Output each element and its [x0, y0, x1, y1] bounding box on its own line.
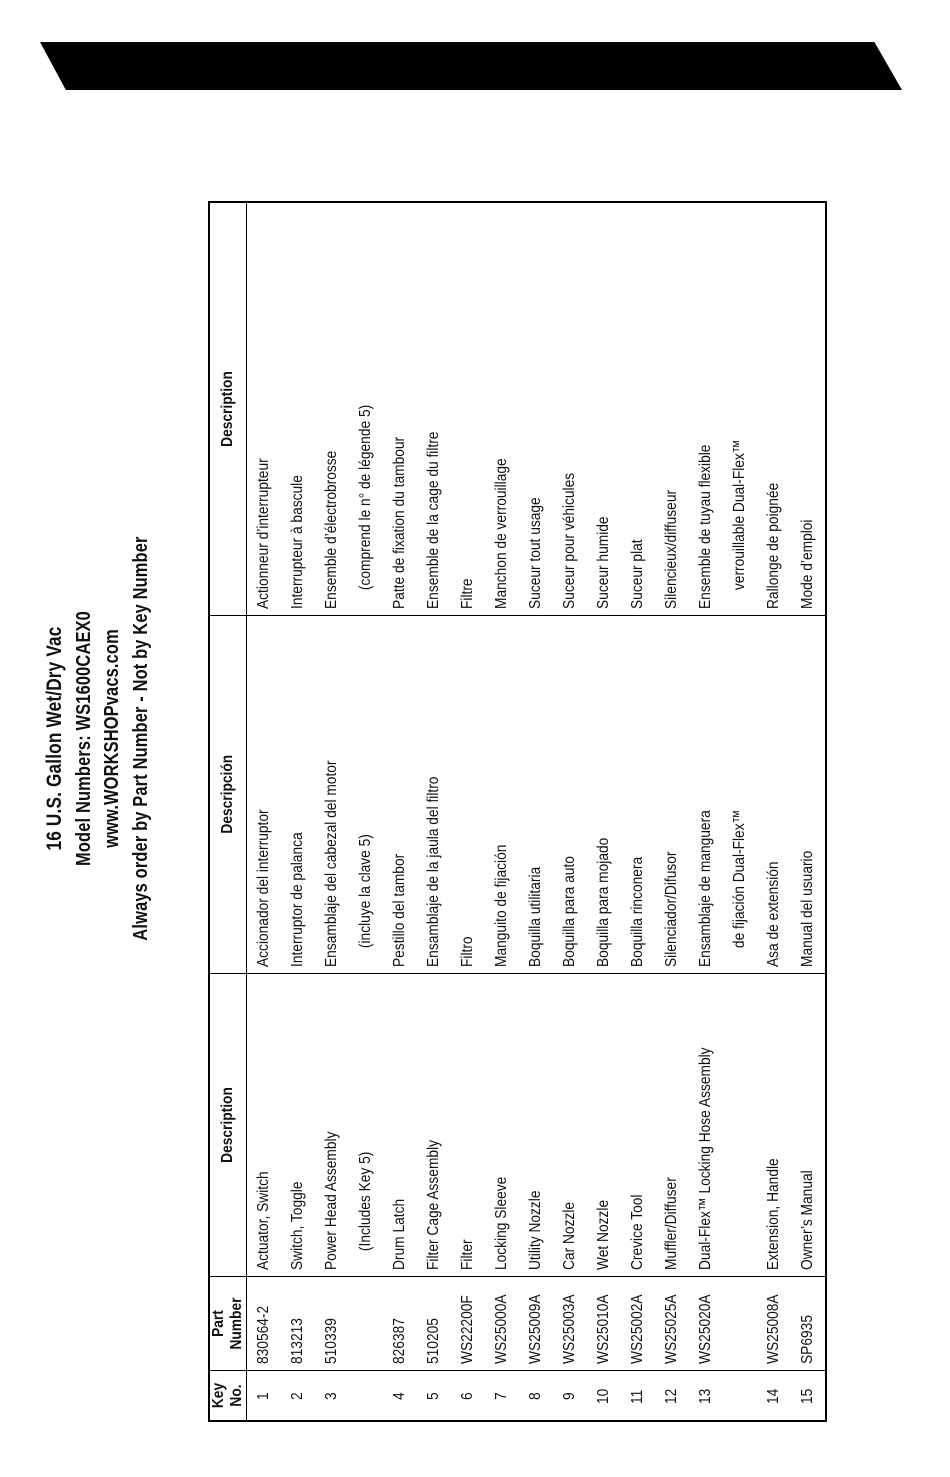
part-number-cell: WS25008A — [757, 1277, 791, 1371]
description-es-cell — [315, 616, 383, 974]
key-no-cell: 14 — [765, 1389, 782, 1405]
description-es-cell — [791, 616, 826, 974]
part-number-cell: 510205 — [417, 1277, 451, 1371]
description-es-cell — [621, 616, 655, 974]
description-en-cell-line: Filter Cage Assembly — [425, 1140, 442, 1271]
parts-table — [208, 201, 827, 1422]
part-number-cell: WS25002A — [621, 1277, 655, 1371]
description-es-cell-line: Manual del usuario — [799, 850, 816, 968]
description-fr-cell-line: Ensemble de tuyau flexible — [697, 444, 714, 610]
part-number-cell: WS25000A — [485, 1277, 519, 1371]
table-body — [247, 202, 827, 1421]
description-fr-cell — [757, 202, 791, 616]
description-fr-cell — [247, 202, 282, 616]
description-fr-cell — [791, 202, 826, 616]
description-en-cell-line: Utility Nozzle — [527, 1190, 544, 1271]
description-fr-cell — [383, 202, 417, 616]
description-en-cell — [519, 974, 553, 1277]
description-es-cell — [451, 616, 485, 974]
key-no-cell: 11 — [629, 1389, 646, 1404]
description-es-cell-line: Ensamblaje de manguera — [697, 810, 714, 968]
description-es-cell-line: Boquilla rinconera — [629, 856, 646, 968]
description-fr-cell-line: Suceur pour véhicules — [561, 472, 578, 610]
part-number-cell: 510339 — [315, 1277, 383, 1371]
part-number-cell: 813213 — [281, 1277, 315, 1371]
description-en-cell — [485, 974, 519, 1277]
part-number-cell: WS25025A — [655, 1277, 689, 1371]
table-row — [621, 202, 655, 1421]
description-en-cell — [281, 974, 315, 1277]
col-header-part-number: Part Number — [209, 1277, 247, 1371]
description-fr-cell — [519, 202, 553, 616]
description-en-cell-line: Drum Latch — [391, 1198, 408, 1271]
key-no-cell: 10 — [595, 1389, 612, 1405]
page-title: 16 U.S. Gallon Wet/Dry Vac — [43, 626, 66, 851]
description-es-cell — [417, 616, 451, 974]
description-en-cell — [791, 974, 826, 1277]
description-en-cell-line: Wet Nozzle — [595, 1199, 612, 1271]
description-es-cell — [281, 616, 315, 974]
description-es-cell — [587, 616, 621, 974]
description-es-cell-line: Pestillo del tambor — [391, 853, 408, 968]
description-fr-cell-line: verrouillable Dual-Flex™ — [731, 439, 748, 591]
description-fr-cell — [315, 202, 383, 616]
description-en-cell-line: Actuator, Switch — [255, 1171, 272, 1271]
table-row — [451, 202, 485, 1421]
description-fr-cell-line: Suceur humide — [595, 516, 612, 610]
part-number-cell: WS25010A — [587, 1277, 621, 1371]
col-header-description-fr: Description — [209, 202, 247, 616]
key-no-cell: 5 — [425, 1392, 442, 1400]
description-fr-cell-line: Mode d’emploi — [799, 519, 816, 610]
description-en-cell-line: Filter — [459, 1239, 476, 1271]
key-no-cell: 13 — [697, 1389, 714, 1405]
description-fr-cell — [689, 202, 757, 616]
model-numbers: Model Numbers: WS1600CAEX0 — [73, 611, 95, 866]
part-number-cell: WS22200F — [451, 1277, 485, 1371]
description-fr-cell — [485, 202, 519, 616]
description-fr-cell — [587, 202, 621, 616]
part-number-cell: WS25020A — [689, 1277, 757, 1371]
description-fr-cell-line: Silencieux/diffuseur — [663, 489, 680, 610]
key-no-cell: 4 — [391, 1392, 408, 1400]
part-number-cell: WS25009A — [519, 1277, 553, 1371]
table-row — [689, 202, 757, 1421]
key-no-cell: 6 — [459, 1392, 476, 1400]
description-fr-cell-line: Suceur plat — [629, 539, 646, 610]
description-fr-cell-line: Patte de fixation du tambour — [391, 436, 408, 610]
col-header-description-en: Description — [209, 974, 247, 1277]
description-fr-cell-line: Ensemble d’électrobrosse — [323, 450, 340, 610]
col-header-key-no: Key No. — [209, 1371, 247, 1422]
key-no-cell: 7 — [493, 1392, 510, 1400]
description-en-cell — [315, 974, 383, 1277]
description-en-cell-line: Owner’s Manual — [799, 1170, 816, 1271]
description-en-cell — [655, 974, 689, 1277]
key-no-cell: 2 — [289, 1392, 306, 1400]
table-row — [519, 202, 553, 1421]
description-en-cell-line: Dual-Flex™ Locking Hose Assembly — [697, 1047, 714, 1271]
description-fr-cell — [417, 202, 451, 616]
description-en-cell-line: Power Head Assembly — [323, 1131, 340, 1271]
description-es-cell-line: Filtro — [459, 936, 476, 968]
description-en-cell — [247, 974, 282, 1277]
description-fr-cell-line: Ensemble de la cage du filtre — [425, 431, 442, 610]
part-number-cell: WS25003A — [553, 1277, 587, 1371]
description-en-cell — [689, 974, 757, 1277]
description-fr-cell-line: (comprend le n° de légende 5) — [357, 404, 374, 591]
table-row — [485, 202, 519, 1421]
key-no-cell: 12 — [663, 1389, 680, 1405]
description-fr-cell — [621, 202, 655, 616]
table-row — [553, 202, 587, 1421]
description-es-cell-line: Ensamblaje del cabezal del motor — [323, 760, 340, 968]
description-en-cell — [553, 974, 587, 1277]
col-header-description-es: Descripción — [209, 616, 247, 974]
table-row — [587, 202, 621, 1421]
website-link: www.WORKSHOPvacs.com — [101, 629, 123, 848]
description-es-cell-line: Asa de extensión — [765, 861, 782, 968]
description-fr-cell — [553, 202, 587, 616]
description-en-cell-line: Locking Sleeve — [493, 1176, 510, 1271]
description-fr-cell — [281, 202, 315, 616]
description-en-cell — [757, 974, 791, 1277]
description-es-cell — [689, 616, 757, 974]
description-fr-cell-line: Actionneur d’interrupteur — [255, 458, 272, 610]
description-fr-cell-line: Interrupteur à bascule — [289, 475, 306, 610]
description-en-cell — [621, 974, 655, 1277]
key-no-cell: 1 — [255, 1392, 272, 1400]
key-no-cell: 3 — [323, 1392, 340, 1400]
description-es-cell — [519, 616, 553, 974]
table-row — [655, 202, 689, 1421]
description-es-cell-line: Ensamblaje de la jaula del filtro — [425, 776, 442, 968]
description-fr-cell — [655, 202, 689, 616]
description-fr-cell-line: Suceur tout usage — [527, 497, 544, 610]
description-fr-cell-line: Manchon de verrouillage — [493, 458, 510, 610]
description-en-cell-line: (Includes Key 5) — [357, 1151, 374, 1252]
description-es-cell-line: Interruptor de palanca — [289, 832, 306, 968]
description-en-cell-line: Car Nozzle — [561, 1202, 578, 1271]
table-row — [315, 202, 383, 1421]
description-es-cell — [553, 616, 587, 974]
table-header-row — [209, 202, 247, 1421]
table-row — [791, 202, 826, 1421]
description-es-cell-line: Boquilla para mojado — [595, 837, 612, 968]
description-en-cell-line: Crevice Tool — [629, 1194, 646, 1271]
description-es-cell — [247, 616, 282, 974]
part-number-cell: 830564-2 — [247, 1277, 282, 1371]
order-note: Always order by Part Number - Not by Key Number — [130, 536, 152, 941]
part-number-cell: SP6935 — [791, 1277, 826, 1371]
description-es-cell-line: Accionador del interruptor — [255, 809, 272, 968]
description-es-cell-line: de fijación Dual-Flex™ — [731, 809, 748, 949]
description-es-cell-line: Boquilla utilitaria — [527, 866, 544, 968]
table-row — [757, 202, 791, 1421]
description-en-cell-line: Switch, Toggle — [289, 1181, 306, 1271]
key-no-cell: 9 — [561, 1392, 578, 1400]
table-row — [247, 202, 282, 1421]
description-es-cell — [655, 616, 689, 974]
description-es-cell — [383, 616, 417, 974]
description-es-cell — [757, 616, 791, 974]
key-no-cell: 15 — [799, 1389, 816, 1405]
description-en-cell — [451, 974, 485, 1277]
description-en-cell-line: Muffler/Diffuser — [663, 1177, 680, 1271]
description-es-cell-line: Silenciador/Difusor — [663, 851, 680, 968]
description-en-cell — [417, 974, 451, 1277]
description-fr-cell-line: Rallonge de poignée — [765, 482, 782, 610]
description-en-cell — [587, 974, 621, 1277]
description-es-cell-line: Boquilla para auto — [561, 856, 578, 968]
description-fr-cell-line: Filtre — [459, 578, 476, 610]
description-fr-cell — [451, 202, 485, 616]
table-row — [281, 202, 315, 1421]
description-es-cell — [485, 616, 519, 974]
table-row — [417, 202, 451, 1421]
part-number-cell: 826387 — [383, 1277, 417, 1371]
table-row — [383, 202, 417, 1421]
key-no-cell: 8 — [527, 1392, 544, 1400]
description-es-cell-line: (incluye la clave 5) — [357, 834, 374, 949]
description-es-cell-line: Manguito de fijación — [493, 844, 510, 968]
description-en-cell-line: Extension, Handle — [765, 1158, 782, 1271]
description-en-cell — [383, 974, 417, 1277]
